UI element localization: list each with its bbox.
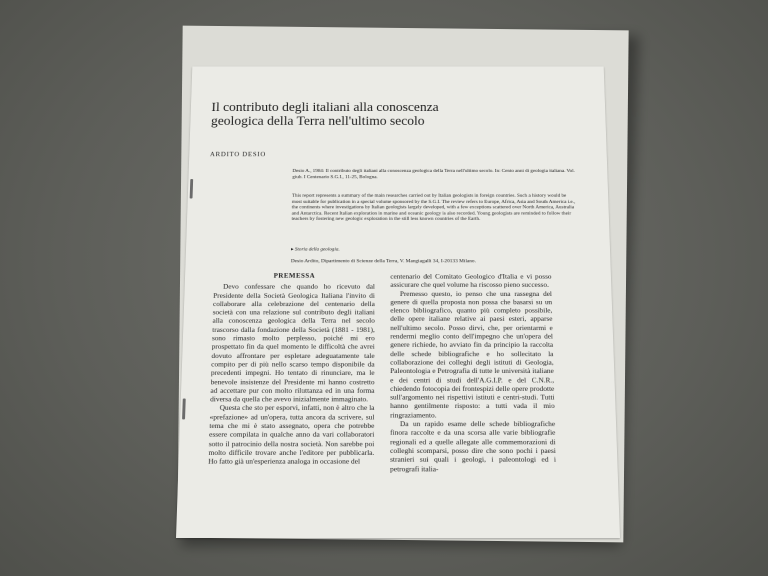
staple: [190, 179, 194, 198]
abstract: This report represents a summary of the main researches carried out by Italian geologists in foreign countries. Such a history would be most suitable for publication in a special volume sponsored by the S.G.I. The review refers to Europe, Africa, Asia and South America i.e., the continents where investigations by Italian geologists largely developed, with a few exceptions scattered over North America, Australia and Antarctica. Recent Italian exploration in marine and oceanic geology is also recorded. Young geologists are reminded to follow their teachers by fostering new geologic exploration in the still less known countries of the Earth.: [291, 193, 576, 223]
citation: Desio A., 1984: Il contributo degli italiani alla conoscenza geologica della Terra nell'ultimo secolo. In: Cento anni di geologia italiana. Vol. giub. I Centenario S.G.I., 11-25, Bologna.: [292, 168, 575, 180]
article-author: ARDITO DESIO: [209, 150, 267, 158]
left-column: [208, 272, 375, 466]
author-address: Desio Ardito, Dipartimento di Scienze della Terra, V. Mangiagalli 34, I-20133 Milano.: [290, 258, 477, 265]
paragraph: centenario del Comitato Geologico d'Italia e vi posso assicurare che quel volume ha riscosso pieno successo.: [390, 272, 552, 289]
article-title: Il contributo degli italiani alla conoscenza geologica della Terra nell'ultimo secolo: [210, 100, 439, 129]
keywords: ▸ Storia della geologia.: [290, 246, 340, 253]
paragraph: Devo confessare che quando ho ricevuto dal Presidente della Società Geologica Italiana l'invito di collaborare alla celebrazione del centenario della società con una relazione sul contributo degli italiani alla conoscenza geologica della Terra nel secolo trascorso dalla fondazione della Società (1881 - 1981), sono rimasto molto perplesso, poiché mi ero prospettato fin da quel momento le difficoltà che avrei dovuto affrontare per espletare adeguatamente tale compito per di più nello scarso tempo disponibile da precedenti impegni. Ho tentato di rinunciare, ma le benevole insistenze del Presidente mi hanno costretto ad accettare pur con molto riluttanza ed in una forma diversa da quella che avevo inizialmente immaginato.: [210, 282, 375, 404]
paragraph: Premesso questo, io penso che una rassegna del genere di quella proposta non possa che basarsi su un elenco bibliografico, quanto più completo possibile, delle opere italiane relative ai paesi esteri, apparse nell'ultimo secolo. Posso dirvi, che, per orientarmi e rendermi meglio conto dell'impegno che un'opera del genere richiede, ho avviato fin da principio la raccolta delle schede bibliografiche e ho sollecitato la collaborazione dei colleghi degli istituti di Geologia, Paleontologia e Petrografia di tutte le università italiane e dei centri di studi dell'A.G.I.P. e del C.N.R., chiedendo fotocopia dei frontespizi delle opere prodotte sull'argomento nei rispettivi istituti e centri-studi. Tutti hanno gentilmente risposto: a tutti vada il mio ringraziamento.: [390, 289, 555, 420]
document-page: [176, 66, 620, 538]
right-column: [390, 272, 556, 473]
staple: [182, 399, 186, 420]
section-heading: PREMESSA: [273, 272, 316, 280]
paragraph: Questa che sto per esporvi, infatti, non è altro che la «prefazione» ad un'opera, tutta ancora da scrivere, sul tema che mi è stato assegnato, opera che potrebbe essere compilata in qualche anno da vari collaboratori sotto il patrocinio della nostra società. Non sarebbe poi molto difficile trovare anche l'editore per pubblicarla. Ho fatto già un'esperienza analoga in occasione del: [208, 403, 375, 466]
paragraph: Da un rapido esame delle schede bibliografiche finora raccolte e da una scorsa alle varie bibliografie regionali ed a quelle allegate alle commemorazioni di colleghi scomparsi, posso dire che sono pochi i paesi stranieri sui quali i geologi, i paleontologi ed i petrografi italia-: [390, 419, 557, 473]
